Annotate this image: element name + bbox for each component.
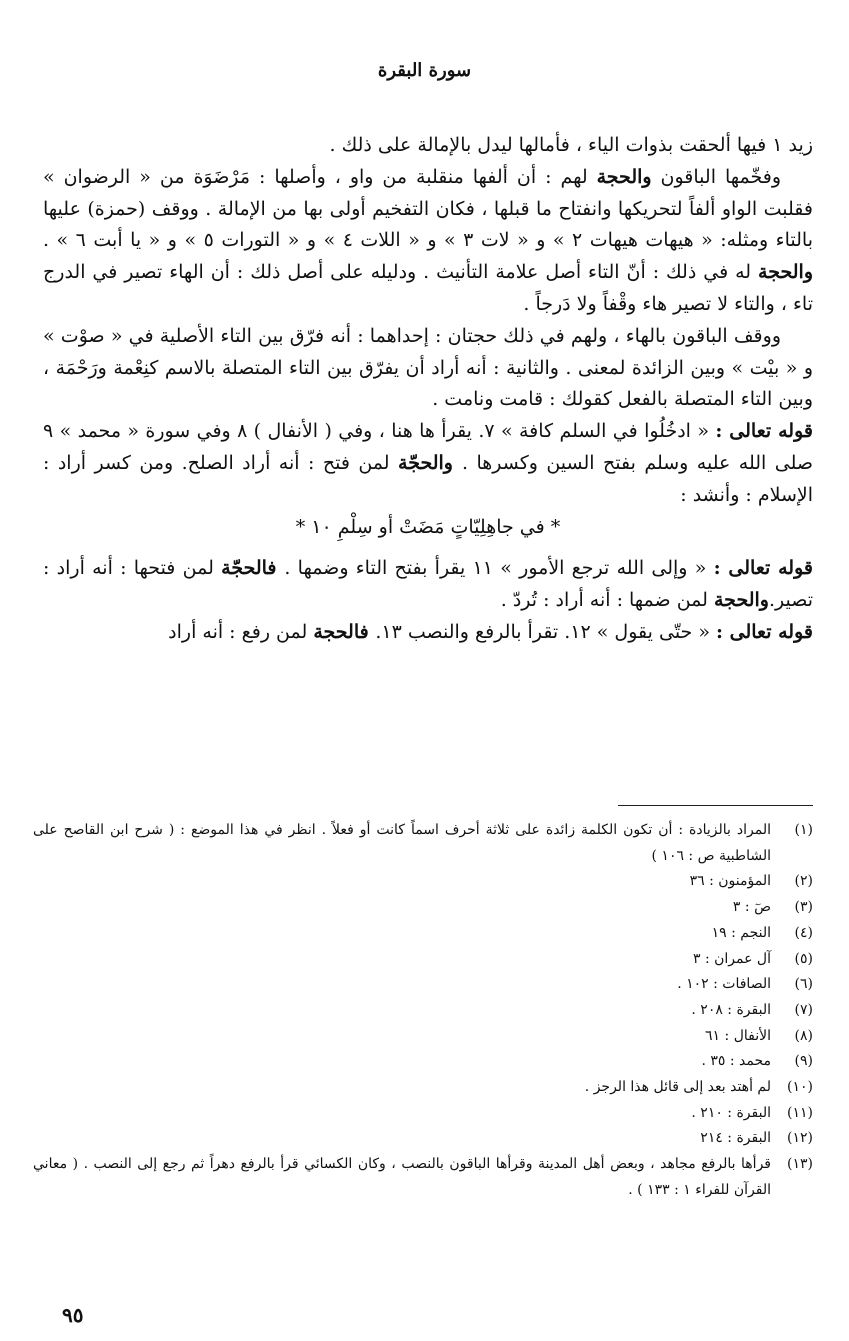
- paragraph-text: « وإلى الله ترجع الأمور » ١١ يقرأ بفتح التاء وضمها .: [284, 557, 714, 580]
- footnote: [33, 1101, 813, 1127]
- footnote-text: البقرة : ٢٠٨ .: [691, 1001, 771, 1018]
- footnote-text: المؤمنون : ٣٦: [689, 873, 771, 890]
- footnote-text: الأنفال : ٦١: [705, 1027, 771, 1044]
- bold-term: قوله تعالى :: [715, 420, 813, 443]
- paragraph: [43, 416, 813, 511]
- paragraph-text: لمن ضمها : أنه أراد : تُردّ .: [500, 589, 714, 612]
- footnote: [33, 818, 813, 869]
- footnotes-list: [33, 818, 813, 1204]
- paragraph: [43, 162, 813, 321]
- footnote-number: (٨): [794, 1027, 813, 1044]
- footnote: [33, 998, 813, 1024]
- paragraph-text: وفخّمها الباقون: [651, 165, 781, 188]
- footnote: [33, 1126, 813, 1152]
- bold-term: قوله تعالى :: [716, 620, 813, 643]
- page-title: سورة البقرة: [377, 60, 472, 81]
- paragraph-text: لمن رفع : أنه أراد: [168, 620, 314, 643]
- footnote: [33, 1075, 813, 1101]
- footnote-text: الصافات : ١٠٢ .: [677, 976, 771, 993]
- footnote: [33, 921, 813, 947]
- footnote-number: (٤): [794, 924, 813, 941]
- paragraph: [43, 321, 813, 416]
- bold-term: قوله تعالى :: [713, 557, 813, 580]
- bold-term: والحجّة: [398, 451, 462, 474]
- paragraph-text: لهم : أن ألفها منقلبة من واو ، وأصلها : مَرْضَوَة من « الرضوان » فقلبت الواو ألفاً لتحريكها وانفتاح ما قبلها ، فكان التفخيم أولى بها من الإمالة . ووقف (حمزة) عليها بالتاء ومثله: « هيهات هيهات ٢ » و « لات ٣ » و « اللات ٤ » و « التورات ٥ » و « يا أبت ٦ » .: [43, 165, 813, 252]
- footnote: [33, 1152, 813, 1203]
- paragraph-text: « حتّى يقول » ١٢. تقرأ بالرفع والنصب ١٣.: [375, 620, 716, 643]
- paragraph-text: ووقف الباقون بالهاء ، ولهم في ذلك حجتان : إحداهما : أنه فرّق بين التاء الأصلية في « صوْت » و « بيْت » وبين الزائدة لمعنى . والثانية : أنه أراد أن يفرّق بين التاء المتصلة بالاسم كنِعْمة ورَحْمَة ، وبين التاء المتصلة بالفعل كقولك : قامت ونامت .: [43, 324, 813, 411]
- verse-line: * في جاهِلِيّاتٍ مَضَتْ أو سِلْمِ ١٠ *: [295, 515, 561, 538]
- main-text: [43, 130, 813, 649]
- footnote-text: لم أهتد بعد إلى قائل هذا الرجز .: [584, 1079, 771, 1096]
- footnote-number: (٢): [794, 873, 813, 890]
- paragraph-text: « ادخُلُوا في السلم كافة » ٧. يقرأ ها هنا ، وفي ( الأنفال ) ٨ وفي سورة « محمد » ٩ صلى الله عليه وسلم بفتح السين وكسرها .: [43, 420, 813, 474]
- footnote-number: (١): [794, 822, 813, 838]
- paragraph-text: لمن فتحها : أنه أراد : تصير.: [43, 557, 813, 612]
- footnote-number: (٧): [794, 1001, 813, 1018]
- bold-term: والحجة: [758, 261, 813, 284]
- footnote-number: (١٣): [787, 1156, 813, 1173]
- bold-term: فالحجّة: [221, 557, 285, 580]
- page-number: ٩٥: [62, 1303, 84, 1327]
- footnote-number: (٦): [794, 976, 813, 993]
- bold-term: والحجة: [714, 589, 769, 612]
- footnote-number: (١١): [787, 1104, 813, 1121]
- footnote-number: (٥): [794, 950, 813, 967]
- paragraph-text: زيد ١ فيها ألحقت بذوات الياء ، فأمالها ليدل بالإمالة على ذلك .: [329, 134, 813, 156]
- paragraph: [43, 553, 813, 617]
- paragraph: [43, 130, 813, 162]
- footnote-text: محمد : ٣٥ .: [701, 1053, 771, 1070]
- footnote: [33, 895, 813, 921]
- footnote: [33, 869, 813, 895]
- footnote-number: (١٠): [787, 1079, 813, 1096]
- footnote-text: صٓ : ٣: [732, 899, 771, 916]
- footnote-text: البقرة : ٢١٤: [700, 1130, 771, 1147]
- footnote-text: قرأها بالرفع مجاهد ، وبعض أهل المدينة وقرأها الباقون بالنصب ، وكان الكسائي قرأ بالرفع دهراً ثم رجع إلى النصب . ( معاني القرآن للفراء ١ : ١٣٣ ) .: [33, 1156, 771, 1198]
- paragraph: [43, 617, 813, 649]
- footnote-text: المراد بالزيادة : أن تكون الكلمة زائدة على ثلاثة أحرف اسماً كانت أو فعلاً . انظر في هذا الموضع : ( شرح ابن القاصح على الشاطبية ص : ١٠٦ ): [33, 822, 771, 864]
- footnote: [33, 947, 813, 973]
- footnote-text: البقرة : ٢١٠ .: [691, 1104, 771, 1121]
- footnote-number: (٣): [794, 899, 813, 916]
- footnote-number: (١٢): [787, 1130, 813, 1147]
- footnote-text: آل عمران : ٣: [692, 950, 771, 967]
- bold-term: والحجة: [596, 165, 652, 188]
- footnote: [33, 1024, 813, 1050]
- footnote: [33, 972, 813, 998]
- footnote-divider: [618, 805, 813, 806]
- paragraph-text: له في ذلك : أنّ التاء أصل علامة التأنيث . ودليله على أصل ذلك : أن الهاء تصير في الدرج تاء ، والتاء لا تصير هاء وقْفاً ولا دَرجاً .: [43, 261, 813, 315]
- footnote-number: (٩): [794, 1053, 813, 1070]
- paragraph-text: لمن فتح : أنه أراد الصلح. ومن كسر أراد : الإسلام : وأنشد :: [43, 451, 813, 506]
- footnote-text: النجم : ١٩: [711, 924, 771, 941]
- footnote: [33, 1049, 813, 1075]
- bold-term: فالحجة: [313, 620, 376, 643]
